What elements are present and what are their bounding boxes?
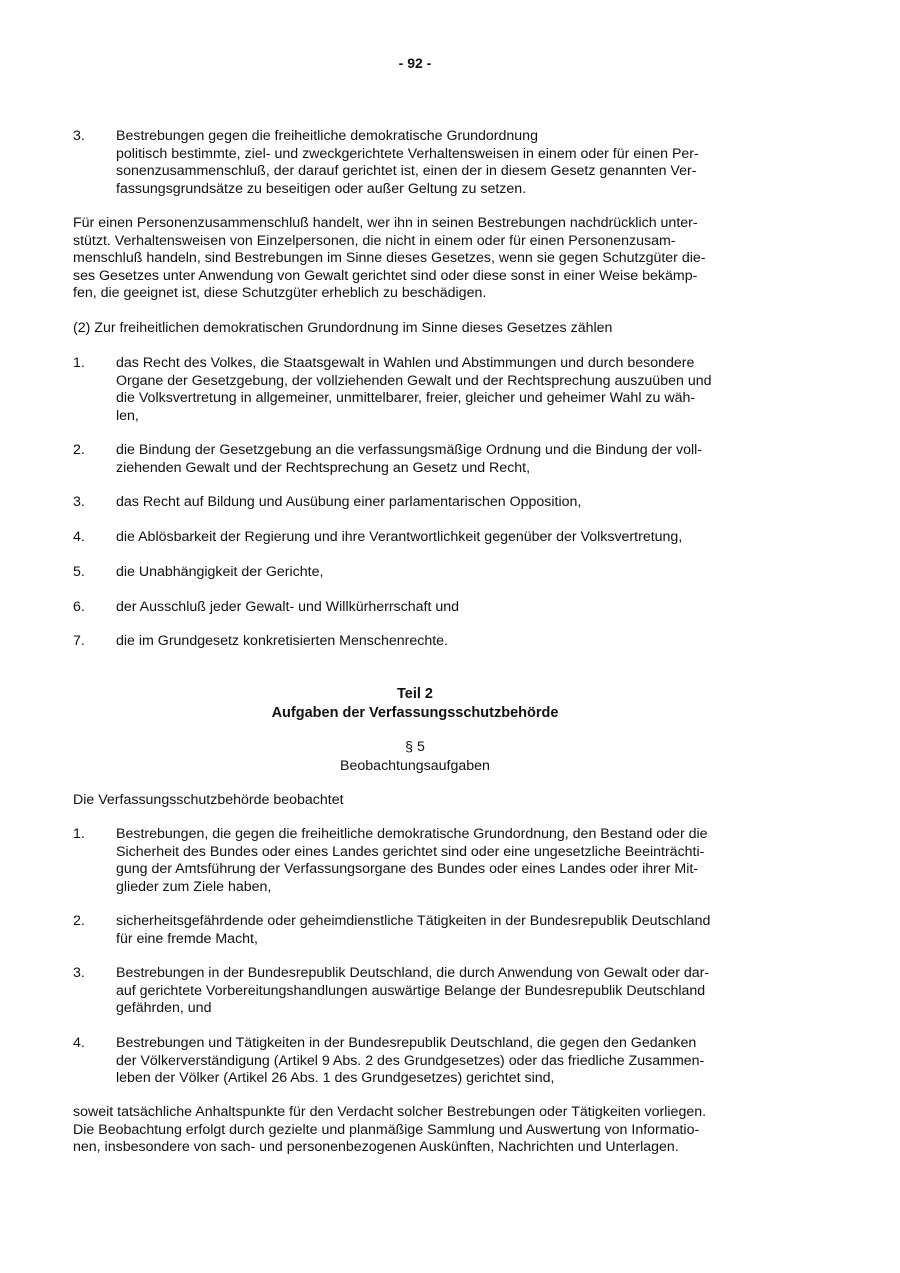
- item-text: [116, 128, 759, 198]
- text-line: soweit tatsächliche Anhaltspunkte für den Verdacht solcher Bestrebungen oder Tätigkeiten vorliegen.: [73, 1104, 707, 1120]
- item-number: 3.: [73, 965, 85, 981]
- text-line: Bestrebungen, die gegen die freiheitliche demokratische Grundordnung, den Bestand oder die: [116, 826, 708, 842]
- text-line: das Recht des Volkes, die Staatsgewalt in Wahlen und Abstimmungen und durch besondere: [116, 355, 695, 371]
- text-line: Bestrebungen in der Bundesrepublik Deutschland, die durch Anwendung von Gewalt oder dar-: [116, 965, 710, 981]
- text-line: glieder zum Ziele haben,: [116, 878, 272, 895]
- part-subtitle: Aufgaben der Verfassungsschutzbehörde: [271, 705, 559, 721]
- text-line: stützt. Verhaltensweisen von Einzelpersonen, die nicht in einem oder für einen Personenzusam-: [73, 232, 676, 249]
- text-line: für eine fremde Macht,: [116, 930, 258, 947]
- text-line: Bestrebungen gegen die freiheitliche demokratische Grundordnung: [116, 128, 538, 144]
- text-line: fassungsgrundsätze zu beseitigen oder außer Geltung zu setzen.: [116, 180, 527, 197]
- text-line: die Bindung der Gesetzgebung an die verfassungsmäßige Ordnung und die Bindung der voll-: [116, 442, 703, 458]
- text-line: sonenzusammenschluß, der darauf gerichtet ist, einen der in diesem Gesetz genannten Ver-: [116, 163, 697, 179]
- text-line: len,: [116, 407, 139, 424]
- item-text: [116, 826, 759, 896]
- text-line: Organe der Gesetzgebung, der vollziehenden Gewalt und der Rechtsprechung auszuüben und: [116, 372, 712, 389]
- item-text: der Ausschluß jeder Gewalt- und Willkürherrschaft und: [116, 599, 460, 615]
- item-number: 7.: [73, 633, 85, 649]
- item-number: 5.: [73, 564, 85, 580]
- paragraph-grundordnung-intro: (2) Zur freiheitlichen demokratischen Grundordnung im Sinne dieses Gesetzes zählen: [73, 320, 613, 336]
- item-number: 2.: [73, 442, 85, 458]
- item-number: 1.: [73, 826, 85, 842]
- text-line: auf gerichtete Vorbereitungshandlungen auswärtige Belange der Bundesrepublik Deutschland: [116, 982, 706, 999]
- text-line: nen, insbesondere von sach- und personenbezogenen Auskünften, Nachrichten und Unterlagen.: [73, 1139, 679, 1155]
- item-number: 2.: [73, 913, 85, 929]
- text-line: die Volksvertretung in allgemeiner, unmittelbarer, freier, gleicher und geheimer Wahl zu wäh-: [116, 390, 696, 406]
- text-line: Die Beobachtung erfolgt durch gezielte und planmäßige Sammlung und Auswertung von Informatio-: [73, 1121, 700, 1138]
- text-line: ses Gesetzes unter Anwendung von Gewalt gerichtet sind oder diese sonst in einer Weise bekämp-: [73, 267, 698, 284]
- text-line: fen, die geeignet ist, diese Schutzgüter erheblich zu beschädigen.: [73, 285, 487, 301]
- item-text: [116, 442, 759, 477]
- part-title: Teil 2: [397, 686, 433, 702]
- text-line: der Völkerverständigung (Artikel 9 Abs. 2 des Grundgesetzes) oder das friedliche Zusammen-: [116, 1052, 705, 1069]
- item-text: das Recht auf Bildung und Ausübung einer parlamentarischen Opposition,: [116, 494, 582, 510]
- item-number: 4.: [73, 1035, 85, 1051]
- text-line: gung der Amtsführung der Verfassungsorgane des Bundes oder eines Landes oder ihrer Mit-: [116, 861, 699, 877]
- item-text: [116, 965, 759, 1018]
- section-title: Beobachtungsaufgaben: [340, 758, 490, 774]
- item-text: die Unabhängigkeit der Gerichte,: [116, 564, 324, 580]
- item-number: 3.: [73, 128, 85, 144]
- text-line: leben der Völker (Artikel 26 Abs. 1 des Grundgesetzes) gerichtet sind,: [116, 1070, 555, 1086]
- text-line: Für einen Personenzusammenschluß handelt, wer ihn in seinen Bestrebungen nachdrücklich unter-: [73, 215, 698, 231]
- section-intro: Die Verfassungsschutzbehörde beobachtet: [73, 792, 344, 808]
- text-line: politisch bestimmte, ziel- und zweckgerichtete Verhaltensweisen in einem oder für einen Per-: [116, 145, 699, 162]
- text-line: sicherheitsgefährdende oder geheimdienstliche Tätigkeiten in der Bundesrepublik Deutschland: [116, 913, 711, 929]
- section-number: § 5: [405, 739, 425, 755]
- item-text: die Ablösbarkeit der Regierung und ihre Verantwortlichkeit gegenüber der Volksvertretung,: [116, 529, 683, 545]
- page-number: - 92 -: [398, 55, 432, 71]
- text-line: Sicherheit des Bundes oder eines Landes gerichtet sind oder eine ungesetzliche Beeinträchti-: [116, 843, 705, 860]
- closing-paragraph: [73, 1104, 759, 1157]
- item-text: die im Grundgesetz konkretisierten Menschenrechte.: [116, 633, 448, 649]
- text-line: ziehenden Gewalt und der Rechtsprechung an Gesetz und Recht,: [116, 459, 531, 476]
- item-number: 1.: [73, 355, 85, 371]
- item-number: 3.: [73, 494, 85, 510]
- item-text: [116, 1035, 759, 1088]
- paragraph-personenzusammenschluss: [73, 215, 759, 303]
- item-text: [116, 355, 759, 425]
- text-line: Bestrebungen und Tätigkeiten in der Bundesrepublik Deutschland, die gegen den Gedanken: [116, 1035, 697, 1051]
- text-line: menschluß handeln, sind Bestrebungen im Sinne dieses Gesetzes, wenn sie gegen Schutzgüter die-: [73, 250, 706, 266]
- item-text: [116, 913, 759, 948]
- item-number: 6.: [73, 599, 85, 615]
- text-line: gefährden, und: [116, 1000, 212, 1016]
- item-number: 4.: [73, 529, 85, 545]
